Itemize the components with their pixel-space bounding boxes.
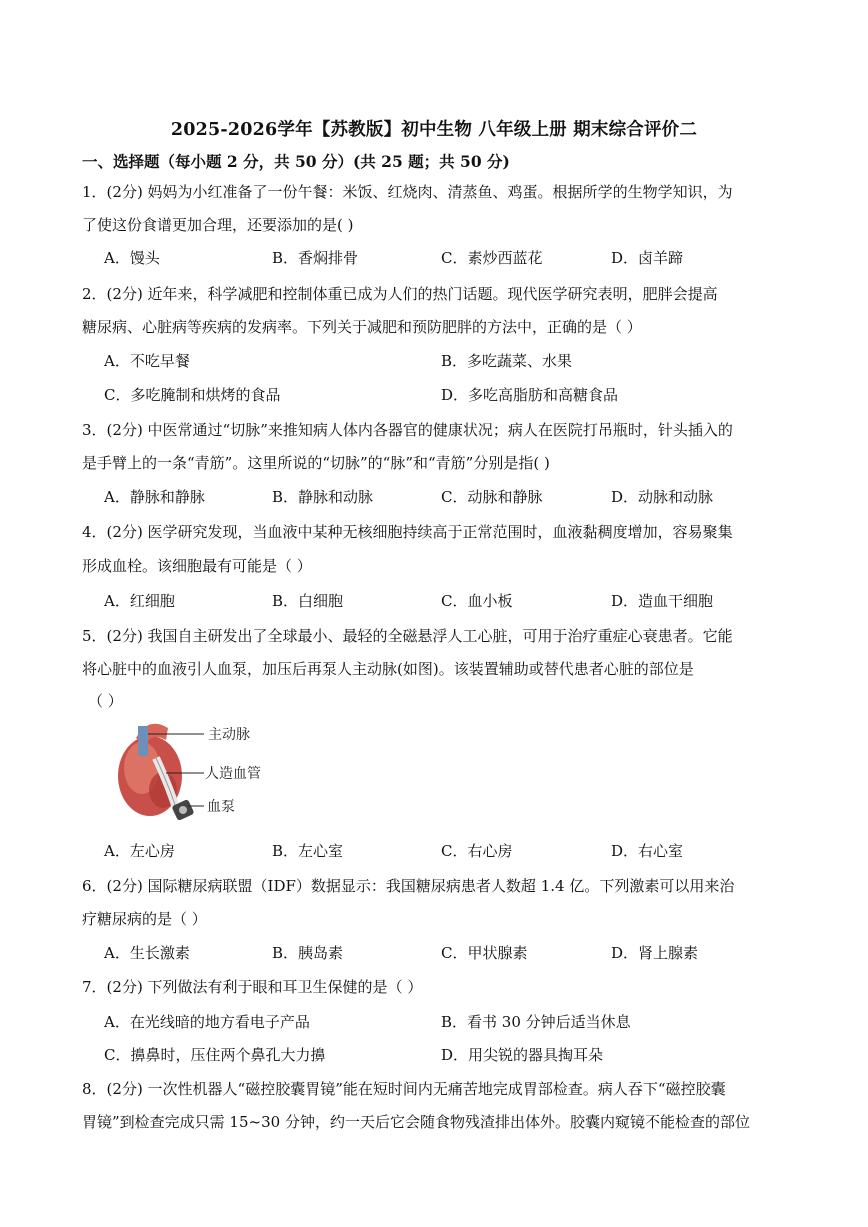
question-2-option-b: B．多吃蔬菜、水果 — [441, 352, 573, 370]
question-4-line-2: 形成血栓。该细胞最有可能是（ ） — [82, 557, 312, 575]
question-2-option-a: A．不吃早餐 — [104, 352, 190, 370]
question-3-option-c: C．动脉和静脉 — [441, 488, 543, 506]
heart-pump-diagram — [108, 718, 288, 828]
question-8-line-1: 8．(2分) 一次性机器人“磁控胶囊胃镜”能在短时间内无痛苦地完成胃部检查。病人吞下“磁控胶囊 — [82, 1080, 726, 1098]
question-5-option-d: D．右心室 — [611, 842, 684, 860]
question-4-option-a: A．红细胞 — [104, 592, 175, 610]
question-6-option-b: B．胰岛素 — [272, 944, 344, 962]
question-4-line-1: 4．(2分) 医学研究发现，当血液中某种无核细胞持续高于正常范围时，血液黏稠度增加，容易聚集 — [82, 523, 733, 541]
question-8-line-2: 胃镜”到检查完成只需 15~30 分钟，约一天后它会随食物残渣排出体外。胶囊内窥镜不能检查的部位 — [82, 1113, 750, 1131]
question-3-option-a: A．静脉和静脉 — [104, 488, 205, 506]
question-6-option-c: C．甲状腺素 — [441, 944, 528, 962]
question-7-option-d: D．用尖锐的器具掏耳朵 — [441, 1046, 604, 1064]
question-2-line-2: 糖尿病、心脏病等疾病的发病率。下列关于减肥和预防肥胖的方法中，正确的是（ ） — [82, 318, 642, 336]
question-5-blank: （ ） — [88, 692, 123, 710]
question-3-line-2: 是手臂上的一条“青筋”。这里所说的“切脉”的“脉”和“青筋”分别是指( ) — [82, 454, 550, 472]
heart-pump-figure — [108, 718, 288, 828]
question-6-option-d: D．肾上腺素 — [611, 944, 699, 962]
figure-label-aorta: 主动脉 — [208, 727, 250, 743]
question-2-option-c: C．多吃腌制和烘烤的食品 — [104, 386, 281, 404]
question-7-option-a: A．在光线暗的地方看电子产品 — [104, 1013, 310, 1031]
section-heading: 一、选择题（每小题 2 分，共 50 分）(共 25 题；共 50 分) — [82, 152, 510, 171]
question-5-option-c: C．右心房 — [441, 842, 513, 860]
question-3-line-1: 3．(2分) 中医常通过“切脉”来推知病人体内各器官的健康状况；病人在医院打吊瓶时，针头插入的 — [82, 421, 733, 439]
page-title: 2025-2026学年【苏教版】初中生物 八年级上册 期末综合评价二 — [170, 120, 698, 140]
question-6-option-a: A．生长激素 — [104, 944, 190, 962]
question-2-option-d: D．多吃高脂肪和高糖食品 — [441, 386, 619, 404]
question-3-option-d: D．动脉和动脉 — [611, 488, 714, 506]
figure-label-pump: 血泵 — [207, 799, 235, 815]
question-4-option-d: D．造血干细胞 — [611, 592, 714, 610]
question-1-option-b: B．香焖排骨 — [272, 249, 359, 267]
question-6-line-2: 疗糖尿病的是（ ） — [82, 910, 207, 928]
figure-label-artificial-vessel: 人造血管 — [205, 766, 261, 782]
question-2-line-1: 2．(2分) 近年来，科学减肥和控制体重已成为人们的热门话题。现代医学研究表明，肥胖会提高 — [82, 285, 718, 303]
question-1-option-d: D．卤羊蹄 — [611, 249, 684, 267]
question-7-option-b: B．看书 30 分钟后适当休息 — [441, 1013, 631, 1031]
question-4-option-b: B．白细胞 — [272, 592, 344, 610]
question-4-option-c: C．血小板 — [441, 592, 513, 610]
question-5-line-2: 将心脏中的血液引人血泵，加压后再泵人主动脉(如图)。该装置辅助或替代患者心脏的部位是 — [82, 660, 694, 678]
question-7-line-1: 7．(2分) 下列做法有利于眼和耳卫生保健的是（ ） — [82, 978, 423, 996]
question-1-line-1: 1．(2分) 妈妈为小红准备了一份午餐：米饭、红烧肉、清蒸鱼、鸡蛋。根据所学的生物学知识，为 — [82, 183, 733, 201]
question-1-line-2: 了使这份食谱更加合理，还要添加的是( ) — [82, 216, 354, 234]
question-5-line-1: 5．(2分) 我国自主研发出了全球最小、最轻的全磁悬浮人工心脏，可用于治疗重症心衰患者。它能 — [82, 627, 733, 645]
question-5-option-b: B．左心室 — [272, 842, 344, 860]
vessel-shape — [138, 726, 148, 756]
question-1-option-c: C．素炒西蓝花 — [441, 249, 543, 267]
question-1-option-a: A．馒头 — [104, 249, 160, 267]
question-7-option-c: C．擤鼻时，压住两个鼻孔大力擤 — [104, 1046, 326, 1064]
question-5-option-a: A．左心房 — [104, 842, 175, 860]
question-6-line-1: 6．(2分) 国际糖尿病联盟（IDF）数据显示：我国糖尿病患者人数超 1.4 亿。下列激素可以用来治 — [82, 877, 735, 895]
question-3-option-b: B．静脉和动脉 — [272, 488, 374, 506]
